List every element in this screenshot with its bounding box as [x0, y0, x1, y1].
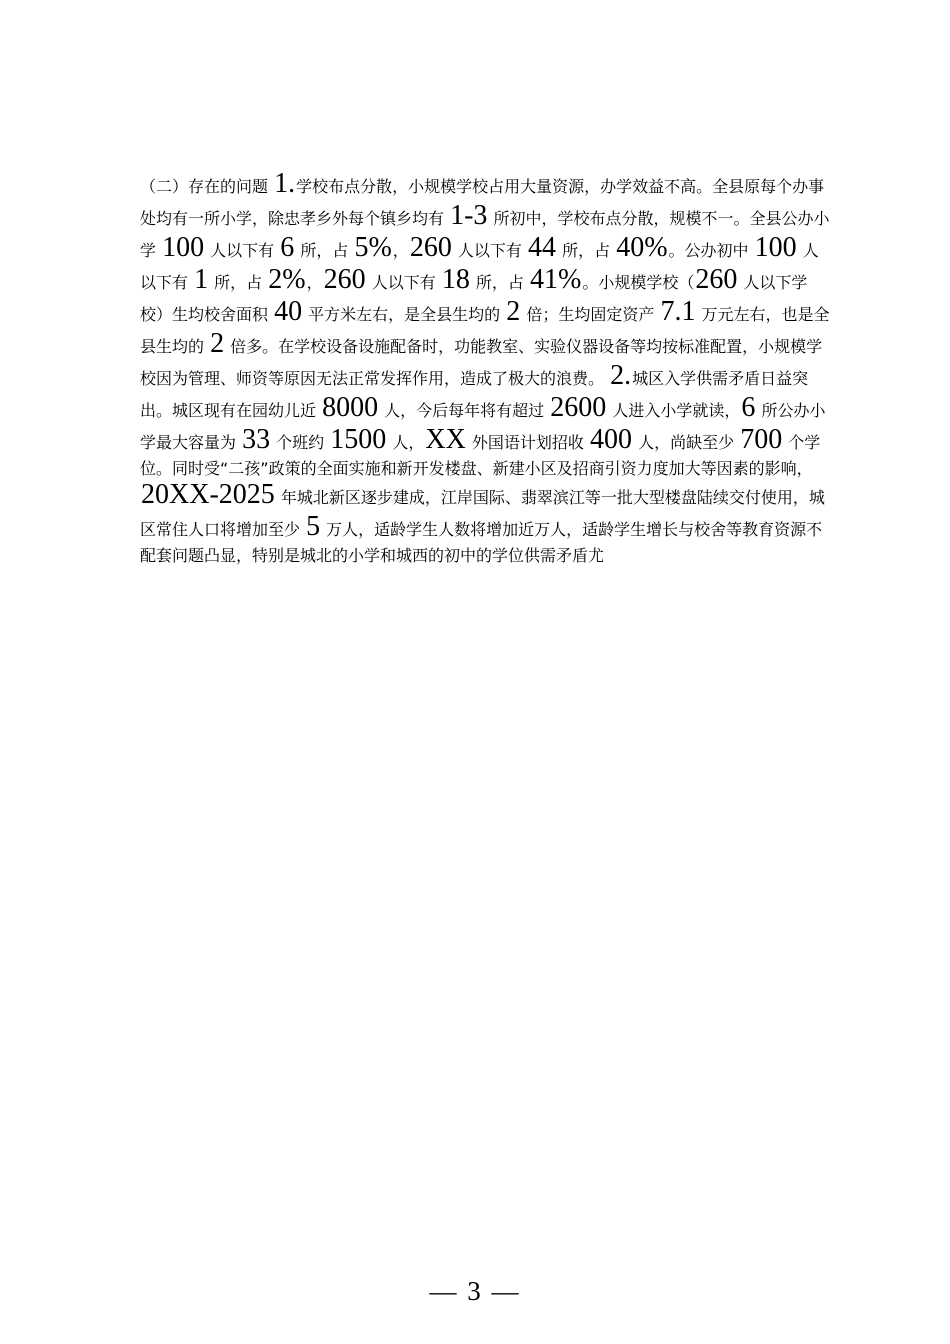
page-number: — 3 — — [429, 1276, 521, 1306]
document-body: （二）存在的问题 1.学校布点分散，小规模学校占用大量资源，办学效益不高。全县原每个办事处均有一所小学，除忠孝乡外每个镇乡均有 1-3 所初中，学校布点分散，规模不一。全县公办小学 100 人以下有 6 所，占 5%，260 人以下有 44 所，占 40%。公办初中 100 人以下有 1 所，占 2%，260 人以下有 18 所，占 41%。小规模学校（260 人以下学校）生均校舍面积 40 平方米左右，是全县生均的 2 倍；生均固定资产 7.1 万元左右，也是全县生均的 2 倍多。在学校设备设施配备时，功能教室、实验仪器设备等均按标准配置，小规模学校因为管理、师资等原因无法正常发挥作用，造成了极大的浪费。 2.城区入学供需矛盾日益突出。城区现有在园幼儿近 8000 人，今后每年将有超过 2600 人进入小学就读，6 所公办小学最大容量为 33 个班约 1500 人，XX 外国语计划招收 400 人，尚缺至少 700 个学位。同时受“二孩”政策的全面实施和新开发楼盘、新建小区及招商引资力度加大等因素的影响，20XX-2025 年城北新区逐步建成，江岸国际、翡翠滨江等一批大型楼盘陆续交付使用，城区常住人口将增加至少 5 万人，适龄学生人数将增加近万人，适龄学生增长与校舍等教育资源不配套问题凸显，特别是城北的小学和城西的初中的学位供需矛盾尤 — [140, 168, 830, 565]
page-footer — [0, 1194, 950, 1344]
